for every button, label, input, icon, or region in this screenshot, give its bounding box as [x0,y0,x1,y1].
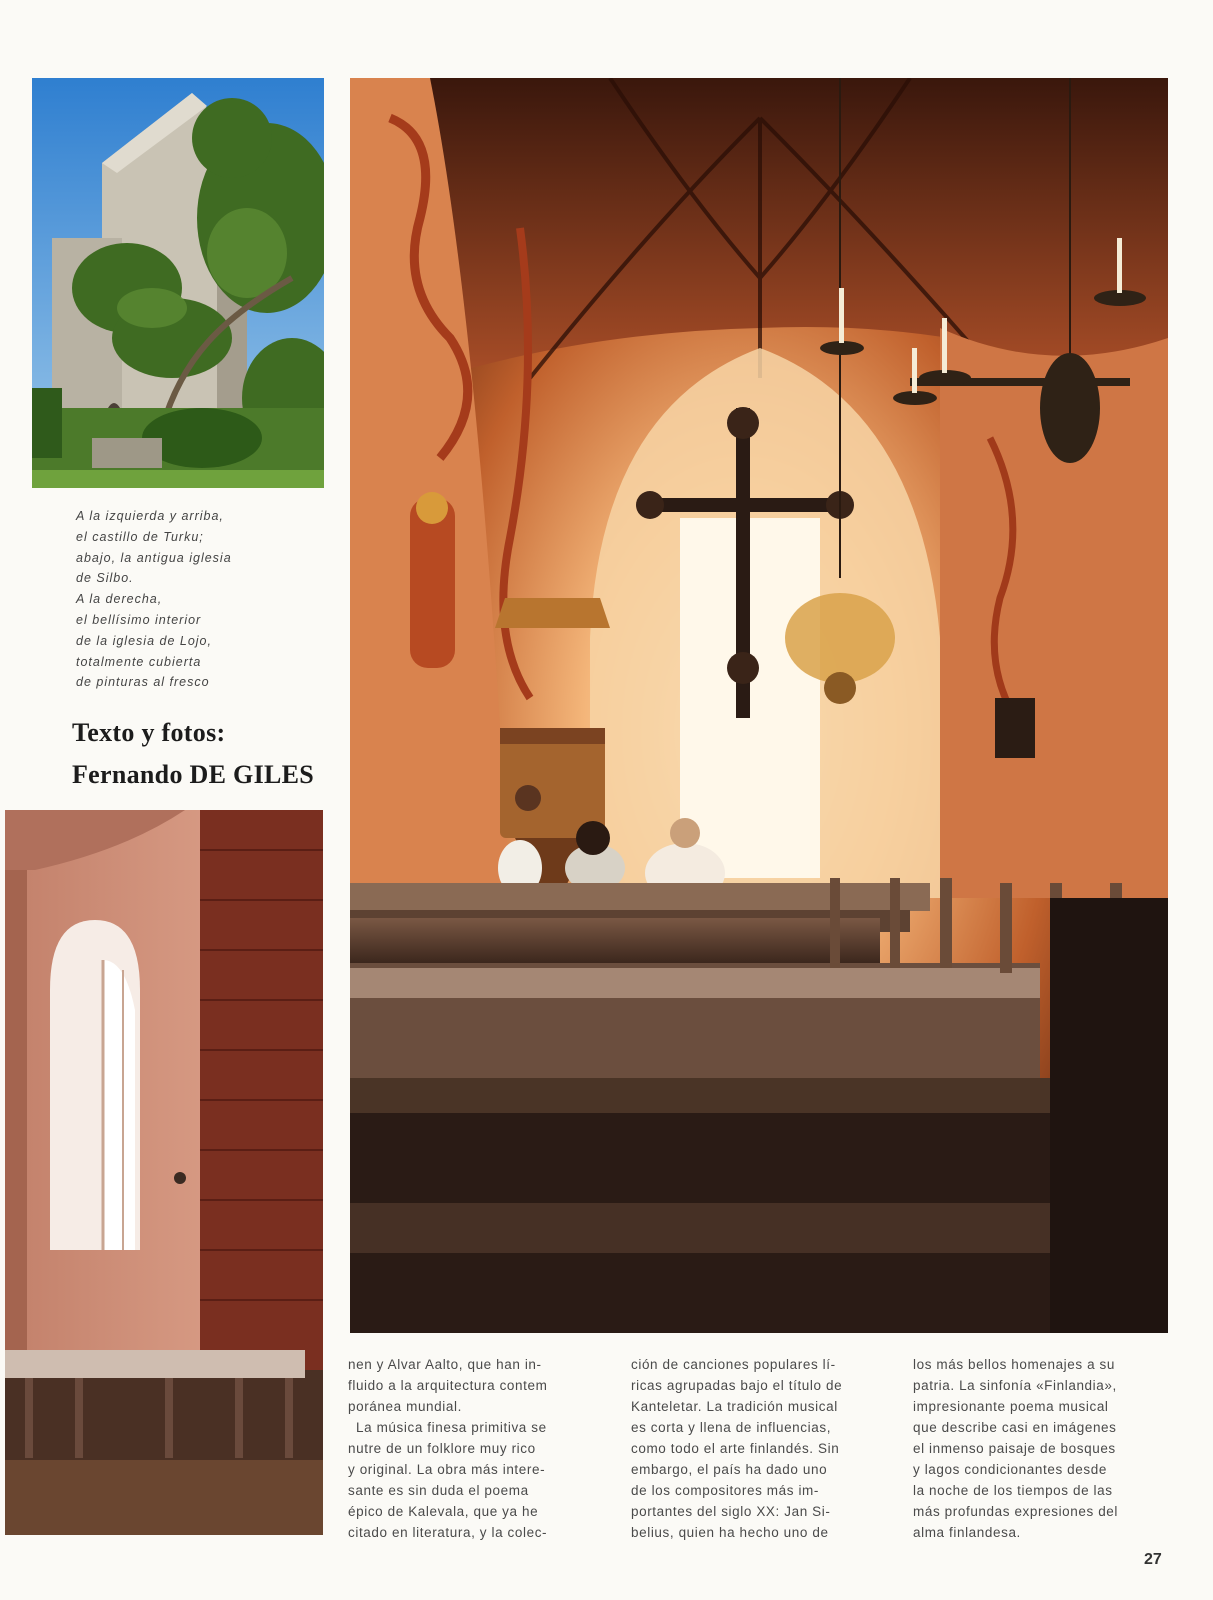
article-line: sante es sin duda el poema [348,1483,529,1498]
article-line: y lagos condicionantes desde [913,1462,1107,1477]
photo-turku-castle [32,78,324,488]
article-line: poránea mundial. [348,1399,462,1414]
article-line: que describe casi en imágenes [913,1420,1117,1435]
article-line: los más bellos homenajes a su [913,1357,1115,1372]
article-line: fluido a la arquitectura contem [348,1378,548,1393]
article-line: patria. La sinfonía «Finlandia», [913,1378,1117,1393]
page-number: 27 [1144,1551,1162,1568]
caption-line: totalmente cubierta [76,654,202,669]
caption-line: de pinturas al fresco [76,675,210,690]
article-line: ción de canciones populares lí- [631,1357,836,1372]
photo-lojo-church-interior [350,78,1168,1333]
article-line: belius, quien ha hecho uno de [631,1525,829,1540]
article-column-3 [913,1354,1173,1543]
article-line: ricas agrupadas bajo el título de [631,1378,843,1393]
caption-line: A la derecha, [76,592,163,607]
article-line: portantes del siglo XX: Jan Si- [631,1504,831,1519]
article-line: de los compositores más im- [631,1483,820,1498]
credit-author: Fernando DE GILES [72,760,315,789]
caption-line: de la iglesia de Lojo, [76,633,212,648]
article-line: citado en literatura, y la colec- [348,1525,548,1540]
caption-line: A la izquierda y arriba, [76,509,224,523]
caption-line: el castillo de Turku; [76,529,204,544]
article-line: Kanteletar. La tradición musical [631,1399,838,1414]
article-column-1 [348,1354,608,1543]
article-line: embargo, el país ha dado uno [631,1462,828,1477]
credit-label: Texto y fotos: [72,718,226,747]
article-line: nutre de un folklore muy rico [348,1441,536,1456]
article-line: épico de Kalevala, que ya he [348,1504,539,1519]
article-line: es corta y llena de influencias, [631,1420,832,1435]
caption-line: abajo, la antigua iglesia [76,550,232,565]
article-line: alma finlandesa. [913,1525,1021,1540]
caption-line: el bellísimo interior [76,612,202,627]
article-line: impresionante poema musical [913,1399,1109,1414]
article-line: nen y Alvar Aalto, que han in- [348,1357,542,1372]
photo-silbo-church [5,810,323,1535]
article-line: la noche de los tiempos de las [913,1483,1113,1498]
article-line: como todo el arte finlandés. Sin [631,1441,840,1456]
article-line: La música finesa primitiva se [356,1420,547,1435]
article-line: y original. La obra más intere- [348,1462,546,1477]
article-line: el inmenso paisaje de bosques [913,1441,1116,1456]
caption-line: de Silbo. [76,571,134,586]
article-line: más profundas expresiones del [913,1504,1119,1519]
photo-caption [76,506,306,693]
author-credit [72,712,314,796]
article-column-2 [631,1354,891,1543]
